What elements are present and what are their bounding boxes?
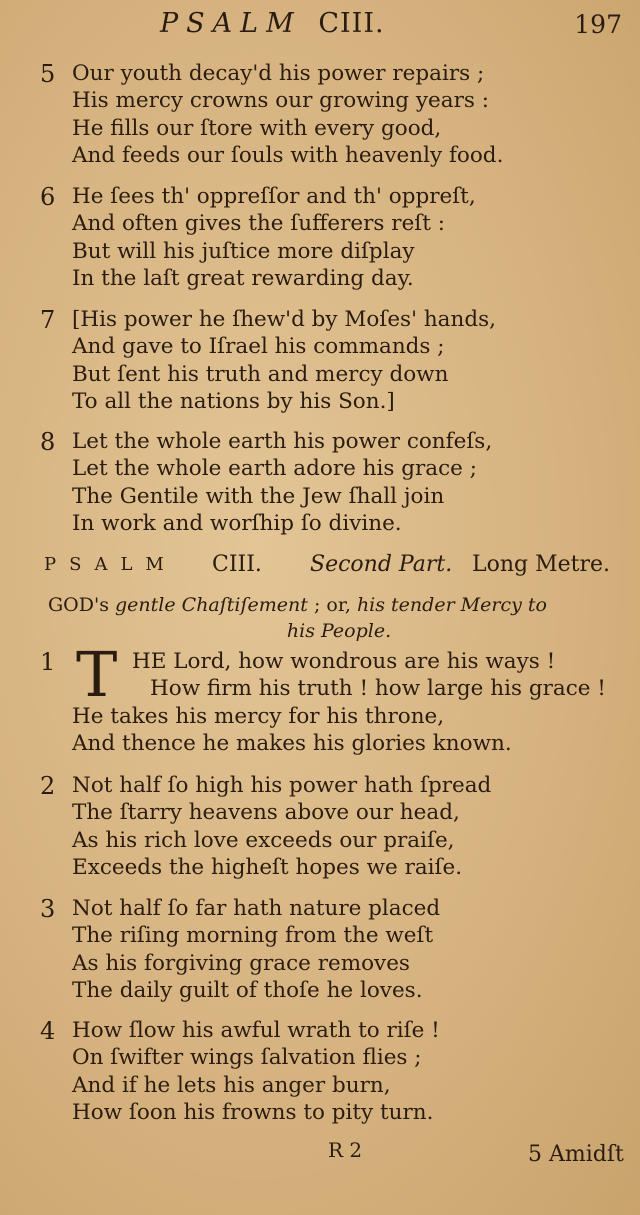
running-title-number: CIII. [318,8,385,39]
verse-line: On ſwifter wings ſalvation flies ; [72,1045,422,1071]
verse-line: To all the nations by his Son.] [72,388,395,414]
stanza-number: 5 [40,60,56,88]
verse-line: Not half ſo far hath nature placed [72,896,441,921]
verse-line: And gave to Iſrael his commands ; [72,334,445,360]
signature-mark: R 2 [328,1138,363,1162]
section-psalm-label: PSALM [44,554,177,575]
subtitle-people: his People. [286,620,392,642]
verse-line: As his rich love exceeds our praiſe, [72,827,455,853]
section-psalm-number: CIII. [212,552,262,577]
verse-line: Not half ſo high his power hath ſpread [72,773,492,798]
verse-line: Our youth decay'd his power repairs ; [72,61,485,86]
page-footer [0,1138,640,1178]
stanza-part2-2 [40,772,630,881]
stanza-number: 1 [40,648,56,676]
verse-line: As his forgiving grace removes [72,950,410,976]
verse-line: [His power he ſhew'd by Moſes' hands, [72,307,496,332]
page-header [0,8,640,42]
verse-line: But ſent his truth and mercy down [72,361,449,387]
verse-line: His mercy crowns our growing years : [72,88,489,114]
catchword: 5 Amidſt [528,1142,624,1167]
verse-line: The ſtarry heavens above our head, [72,800,460,826]
verse-line: How ſoon his frowns to pity turn. [72,1099,434,1125]
subtitle-or: ; or, [313,594,351,616]
stanza-5 [40,60,630,169]
verse-line: How firm his truth ! how large his grace ! [150,676,606,702]
stanza-part2-4 [40,1017,630,1126]
verse-line: He takes his mercy for his throne, [72,703,445,729]
stanza-7 [40,306,630,415]
verse-line: How ſlow his awful wrath to riſe ! [72,1018,440,1043]
subtitle-god: GOD's [48,594,109,616]
verse-line: But will his juſtice more diſplay [72,238,415,264]
section-metre: Long Metre. [472,552,611,577]
running-title [160,8,385,39]
verse-line: Let the whole earth adore his grace ; [72,456,477,482]
running-title-word: PSALM [160,8,302,39]
stanza-number: 4 [40,1017,56,1045]
drop-cap: T [76,638,118,711]
page-number: 197 [574,10,622,39]
stanza-number: 8 [40,428,56,456]
verse-line: In the laſt great rewarding day. [72,265,414,291]
verse-line: He ſees th' oppreſſor and th' oppreſt, [72,184,476,209]
verse-line: Exceeds the higheſt hopes we raiſe. [72,854,463,880]
stanza-number: 6 [40,183,56,211]
section-subtitle [48,592,630,644]
section-part: Second Part. [310,552,453,577]
verse-line: And if he lets his anger burn, [72,1072,391,1098]
verse-line: And feeds our ſouls with heavenly food. [72,142,504,168]
section-heading [44,552,628,582]
stanza-6 [40,183,630,292]
verse-line: Let the whole earth his power confeſs, [72,429,493,454]
subtitle-gentle: gentle Chaſtiſement [115,594,308,616]
verse-line: The daily guilt of thoſe he loves. [72,977,423,1003]
verse-line: HE Lord, how wondrous are his ways ! [132,649,556,674]
stanza-number: 2 [40,772,56,800]
stanza-part2-3 [40,895,630,1004]
subtitle-tender: his tender Mercy to [356,594,547,616]
stanza-8 [40,428,630,537]
verse-line: He fills our ſtore with every good, [72,115,442,141]
stanza-number: 3 [40,895,56,923]
stanza-part2-1 [40,638,630,757]
verse-line: And thence he makes his glories known. [72,730,512,756]
verse-line: And often gives the ſufferers reſt : [72,211,445,237]
verse-line: In work and worſhip ſo divine. [72,510,402,536]
verse-line: The riſing morning from the weſt [72,923,434,949]
verse-line: The Gentile with the Jew ſhall join [72,483,445,509]
stanza-number: 7 [40,306,56,334]
